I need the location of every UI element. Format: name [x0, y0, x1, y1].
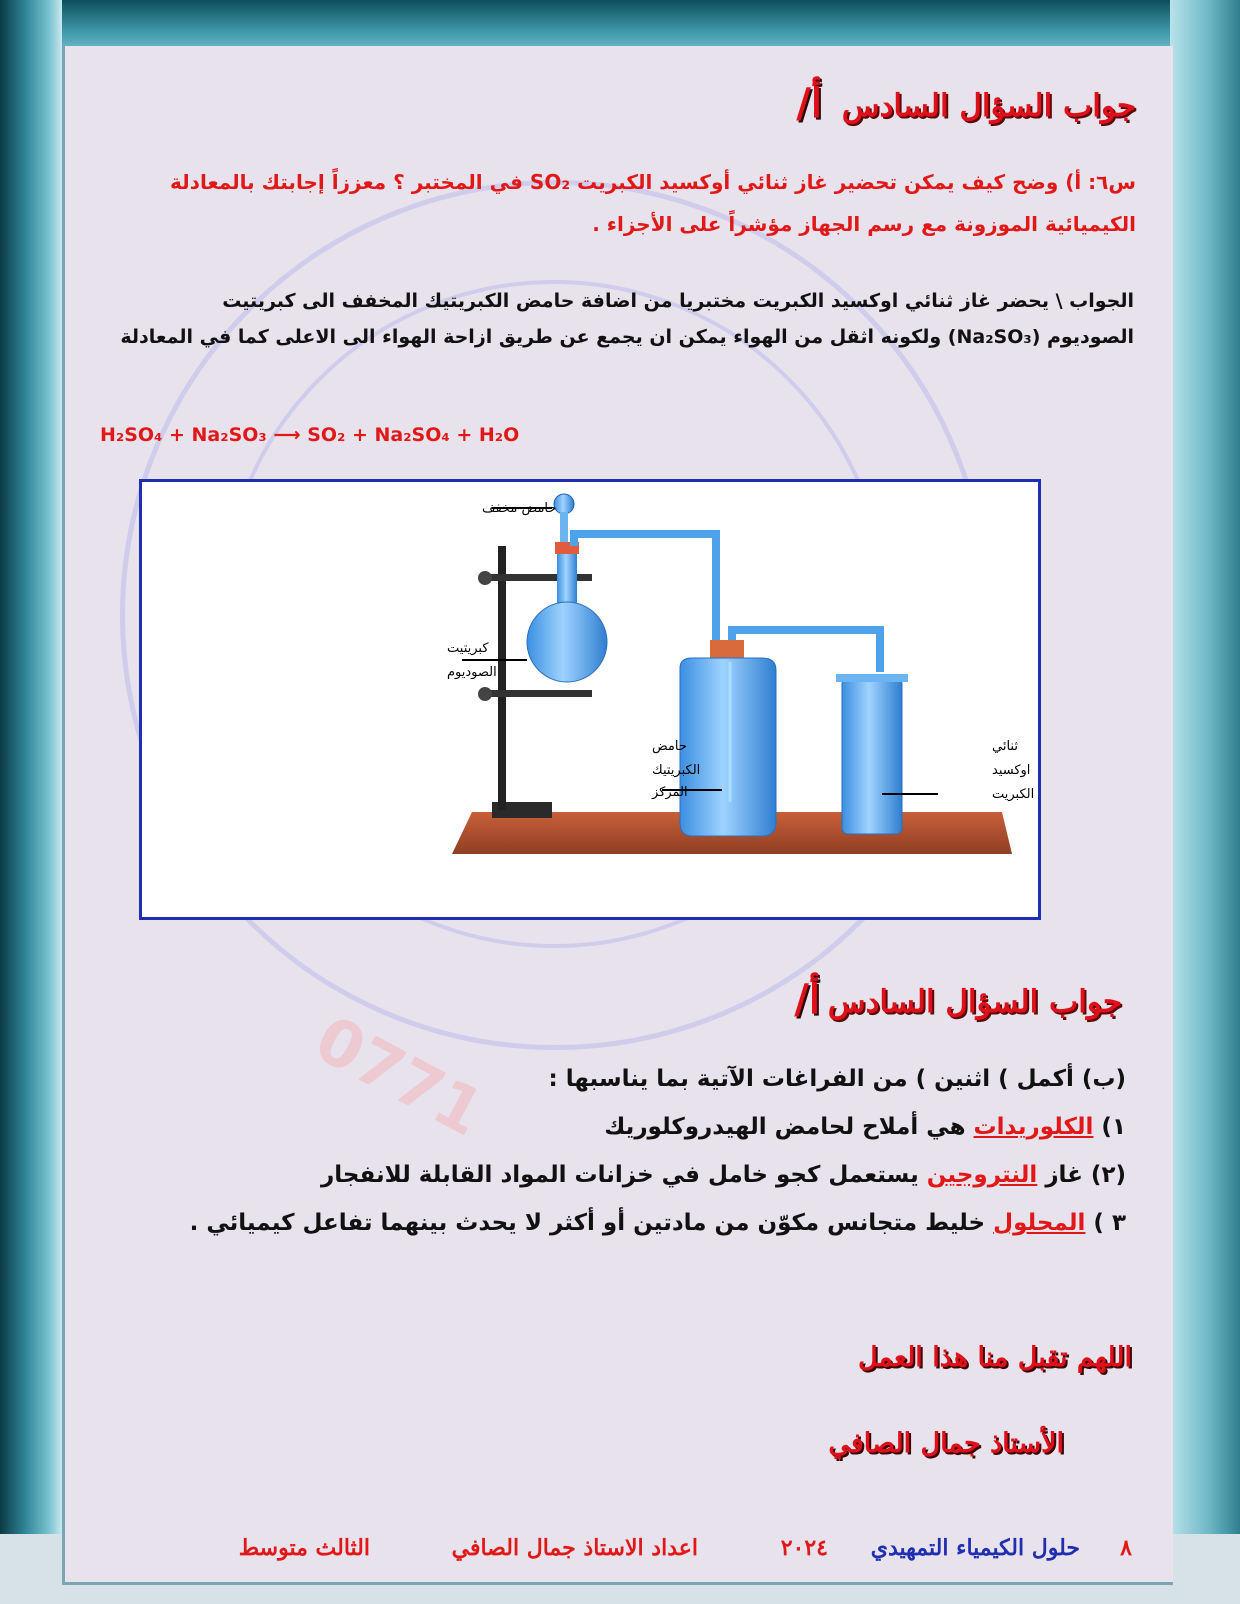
closing-prayer: اللهم تقبل منا هذا العمل [857, 1342, 1132, 1373]
gas-jar-rim [836, 674, 908, 682]
gas-washing-bottle [680, 658, 776, 836]
fill-item-3-prefix: ٣ ) [1085, 1210, 1126, 1236]
fill-item-2-prefix: (٢) غاز [1037, 1162, 1126, 1188]
gas-jar [842, 678, 902, 834]
label-conc-acid-2: الكبريتيك [652, 763, 701, 778]
footer-grade: الثالث متوسط [238, 1535, 370, 1561]
label-conc-acid-1: حامض [652, 739, 687, 754]
answer-line-1: الجواب \ يحضر غاز ثنائي اوكسيد الكبريت مختبريا من اضافة حامض الكبريتيك المخفف الى كبريتيت [222, 290, 1134, 312]
question-line-2: الكيميائية الموزونة مع رسم الجهاز مؤشراً على الأجزاء . [592, 212, 1136, 236]
round-flask [527, 602, 607, 682]
dropping-funnel [554, 494, 574, 514]
label-so2-1: ثنائي [992, 739, 1018, 754]
answer-line-2: الصوديوم (Na₂SO₃) ولكونه اثقل من الهواء يمكن ان يجمع عن طريق ازاحة الهواء الى الاعلى كما في المعادلة [120, 326, 1134, 348]
label-conc-acid-3: المركز [652, 785, 688, 800]
fill-item-1-rest: هي أملاح لحامض الهيدروكلوريك [604, 1114, 974, 1140]
lower-clamp-screw [478, 687, 492, 701]
fill-item-2 [321, 1162, 1126, 1188]
section-marker: أ/ [796, 80, 822, 127]
fill-item-1 [604, 1114, 1126, 1140]
lower-clamp [482, 690, 592, 697]
page-frame-left [0, 0, 62, 1604]
apparatus-drawing [142, 482, 1038, 917]
fill-item-3-rest: خليط متجانس مكوّن من مادتين أو أكثر لا يحدث بينهما تفاعل كيميائي . [189, 1210, 994, 1236]
section2-title: جواب السؤال السادس [827, 984, 1122, 1020]
fill-item-1-prefix: ١) [1093, 1114, 1126, 1140]
footer-year: ٢٠٢٤ [780, 1535, 828, 1561]
upper-clamp-screw [478, 571, 492, 585]
label-so2-3: الكبريت [992, 787, 1035, 802]
label-dilute-acid: حامض مخفف [482, 501, 557, 516]
section2-marker: أ/ [794, 976, 820, 1023]
fill-item-3-answer: المحلول [993, 1210, 1086, 1236]
stand-rod [498, 546, 506, 810]
fill-intro: (ب) أكمل ) اثنين ) من الفراغات الآتية بما يناسبها : [548, 1066, 1126, 1092]
fill-item-1-answer: الكلوريدات [973, 1114, 1094, 1140]
footer-prepared-by: اعداد الاستاذ جمال الصافي [451, 1535, 698, 1561]
page-frame-right [1170, 0, 1240, 1604]
chemical-equation: H₂SO₄ + Na₂SO₃ ⟶ SO₂ + Na₂SO₄ + H₂O [100, 424, 520, 446]
teacher-signature: الأستاذ جمال الصافي [828, 1428, 1064, 1459]
apparatus-figure [139, 479, 1041, 920]
fill-item-2-answer: النتروجين [926, 1162, 1038, 1188]
label-sulfite-1: كبريتيت [447, 641, 489, 656]
label-sulfite-2: الصوديوم [447, 665, 497, 680]
fill-item-2-rest: يستعمل كجو خامل في خزانات المواد القابلة للانفجار [321, 1162, 927, 1188]
bottle-stopper [710, 640, 744, 658]
footer-book-title: حلول الكيمياء التمهيدي [870, 1535, 1080, 1561]
watermark-phone: 0771 [303, 1002, 496, 1152]
label-so2-2: اوكسيد [992, 763, 1031, 778]
question-line-1: س٦: أ) وضح كيف يمكن تحضير غاز ثنائي أوكسيد الكبريت SO₂ في المختبر ؟ معززاً إجابتك بالمعادلة [170, 170, 1136, 194]
fill-item-3 [190, 1210, 1126, 1236]
section-title: جواب السؤال السادس [841, 88, 1136, 124]
footer-page-number: ٨ [1120, 1535, 1132, 1561]
